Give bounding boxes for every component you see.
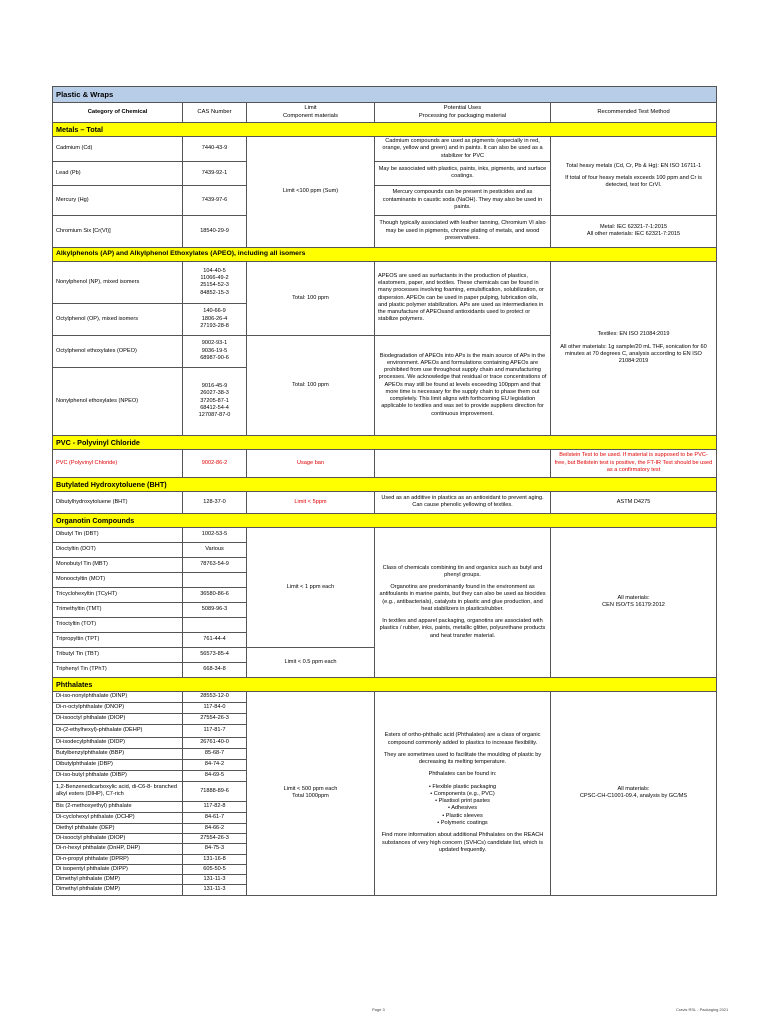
section-bht: Butylated Hydroxytoluene (BHT) [53, 477, 717, 491]
header-limit: Limit Component materials [247, 103, 375, 123]
cas-number: 85-68-7 [183, 748, 247, 759]
chemical-name: Tributyl Tin (TBT) [53, 647, 183, 662]
chemical-name: Di-n-octylphthalate (DNOP) [53, 702, 183, 713]
table-row [53, 449, 717, 477]
cas-number: 84-75-3 [183, 844, 247, 854]
chemical-name: Di-isodecylphthalate (DIDP) [53, 737, 183, 748]
restricted-substances-table [52, 86, 717, 896]
use-cell: Used as an additive in plastics as an antioxidant to prevent aging. Can cause phenolic yellowing of textiles. [375, 491, 551, 513]
use-cell: APEOS are used as surfactants in the production of plastics, elastomers, paper, and textiles. These chemicals can be found in many processes involving foaming, emulsification, solubilization, or dispersion. APEOs can be used in paper pulping, lubrication oils, and plastic polymer stabilization. APs are used as intermediaries in the manufacture of APEOsand antioxidants used to protect or stabilize polymers. [375, 261, 551, 335]
chemical-name: Octylphenol ethoxylates (OPEO) [53, 335, 183, 367]
cas-number: 36580-86-6 [183, 587, 247, 602]
chemical-name: Monooctyltin (MOT) [53, 572, 183, 587]
chemical-name: Butylbenzylphthalate (BBP) [53, 748, 183, 759]
header-test: Recommended Test Method [551, 103, 717, 123]
test-cell: Textiles: EN ISO 21084:2019 All other materials: 1g sample/20 mL THF, sonication for 60 minutes at 70 degrees C, analysis according to EN ISO 21084:2019 [551, 261, 717, 435]
header-uses: Potential Uses Processing for packaging material [375, 103, 551, 123]
table-row [53, 691, 717, 702]
cas-number: 7439-97-6 [183, 185, 247, 215]
table-title: Plastic & Wraps [53, 87, 717, 103]
cas-number: 117-84-0 [183, 702, 247, 713]
cas-number: 71888-89-6 [183, 781, 247, 801]
chemical-name: Nonylphenol ethoxylates (NPEO) [53, 367, 183, 435]
chemical-name: Chromium Six [Cr(VI)] [53, 215, 183, 247]
table-row [53, 215, 717, 247]
cas-number: 140-66-9 1806-26-4 27193-28-8 [183, 303, 247, 335]
cas-number: 668-34-8 [183, 662, 247, 677]
header-row [53, 103, 717, 123]
page-number: Page 3 [372, 1007, 385, 1012]
chemical-name: Trimethyltin (TMT) [53, 602, 183, 617]
table-row [53, 261, 717, 303]
cas-number: 104-40-5 11066-49-2 25154-52-3 84852-15-3 [183, 261, 247, 303]
cas-number: 78763-54-9 [183, 557, 247, 572]
limit-cell: Usage ban [247, 449, 375, 477]
cas-number: 117-82-8 [183, 801, 247, 812]
chemical-name: Di-cyclohexyl phthalate (DCHP) [53, 812, 183, 823]
cas-number: 128-37-0 [183, 491, 247, 513]
chemical-name: PVC (Polyvinyl Chloride) [53, 449, 183, 477]
chemical-name: Lead (Pb) [53, 161, 183, 185]
table-row [53, 137, 717, 162]
cas-number: 27554-26-3 [183, 713, 247, 724]
chemical-name: Dibutyl Tin (DBT) [53, 527, 183, 542]
chemical-name: Di-isooctyl phthalate (DIOP) [53, 834, 183, 844]
cas-number: 117-81-7 [183, 724, 247, 737]
chemical-name: Octylphenol (OP), mixed isomers [53, 303, 183, 335]
limit-cell: Limit < 500 ppm each Total 1000ppm [247, 691, 375, 895]
chemical-name: Triphenyl Tin (TPhT) [53, 662, 183, 677]
section-phthalates: Phthalates [53, 677, 717, 691]
cas-number: 9016-45-9 26027-38-3 37205-87-1 68412-54-4 127087-87-0 [183, 367, 247, 435]
cas-number: 1002-53-5 [183, 527, 247, 542]
chemical-name: Di-iso-butyl phthalate (DIBP) [53, 770, 183, 781]
chemical-name: Di-n-hexyl phthalate (DnHP, DHP) [53, 844, 183, 854]
cas-number: 84-74-2 [183, 759, 247, 770]
limit-cell: Total: 100 ppm [247, 261, 375, 335]
use-cell: Biodegradation of APEOs into APs is the main source of APs in the environment. APEOs and formulations containing APEOs are prohibited from use throughout supply chain and manufacturing processes. We acknowledge that residual or trace concentrations of APEOs may still be found at levels exceeding 100ppm and that more time is necessary for the supply chain to phase them out completely. This limit aligns with forthcoming EU legislation applicable to textiles and was set to provide suppliers direction for continuous improvement. [375, 335, 551, 435]
table-row [53, 527, 717, 542]
use-cell: Mercury compounds can be present in pesticides and as contaminants in caustic soda (NaOH). They may also be used in paints. [375, 185, 551, 215]
limit-cell: Limit < 5ppm [247, 491, 375, 513]
use-cell: Esters of ortho-phthalic acid (Phthalates) are a class of organic compound commonly added to plastics to increase flexibility. They are sometimes used to facilitate the moulding of plastic by decreasing its melting temperature. Phthalates can be found in: • Flexible plastic packaging • Components (e.g., PVC) • Plastisol print pastes • Adhesives • Plastic sleeves • Polymeric coatings Find more information about additional Phthalates on the REACH substances of very high concern (SVHCs) candidate list, which is updated frequently. [375, 691, 551, 895]
cas-number: 761-44-4 [183, 632, 247, 647]
document-name: Cravis RSL - Packaging 2021 [676, 1007, 729, 1012]
cas-number: 84-69-5 [183, 770, 247, 781]
cas-number: 84-61-7 [183, 812, 247, 823]
limit-cell: Total: 100 ppm [247, 335, 375, 435]
header-category: Category of Chemical [53, 103, 183, 123]
table-row [53, 491, 717, 513]
chemical-name: Monobutyl Tin (MBT) [53, 557, 183, 572]
test-cell: All materials: CPSC-CH-C1001-09.4, analysis by GC/MS [551, 691, 717, 895]
chemical-name: Tricyclohexyltin (TCyHT) [53, 587, 183, 602]
use-cell: May be associated with plastics, paints, inks, pigments, and surface coatings. [375, 161, 551, 185]
chemical-name: Dimethyl phthalate (DMP) [53, 885, 183, 895]
use-cell: Class of chemicals combining tin and organics such as butyl and phenyl groups. Organotins are predominantly found in the environment as antifoulants in marine paints, but they can also be used as biocides (e.g., antibacterials), catalysts in plastic and glue production, and heat stabilizers in plastics/rubber. In textiles and apparel packaging, organotins are associated with plastics / rubber, inks, paints, metallic glitter, polyurethane products and heat transfer material. [375, 527, 551, 677]
chemical-name: Dimethyl phthalate (DMP) [53, 875, 183, 885]
cas-number: 131-11-3 [183, 875, 247, 885]
cas-number: 84-66-2 [183, 823, 247, 833]
chemical-name: Dioctyltin (DOT) [53, 542, 183, 557]
use-cell: Cadmium compounds are used as pigments (especially in red, orange, yellow and green) and in paints. It can also be used as a stabilizer for PVC [375, 137, 551, 162]
chemical-name: Di isopentyl phthalate (DIPP) [53, 864, 183, 874]
chemical-name: Nonylphenol (NP), mixed isomers [53, 261, 183, 303]
cas-number: 605-50-5 [183, 864, 247, 874]
chemical-name: Mercury (Hg) [53, 185, 183, 215]
cas-number: 9002-93-1 9036-19-5 68987-90-6 [183, 335, 247, 367]
test-cell: Beilstein Test to be used. If material is supposed to be PVC-free, but Beilstein test is positive, the FT-IR Test should be used as a confirmatory test [551, 449, 717, 477]
cas-number: Various [183, 542, 247, 557]
chemical-name: Cadmium (Cd) [53, 137, 183, 162]
chemical-name: Dibutylphthalate (DBP) [53, 759, 183, 770]
use-cell: Though typically associated with leather tanning, Chromium VI also may be used in pigments, chrome plating of metals, and wood preservatives. [375, 215, 551, 247]
section-organotin: Organotin Compounds [53, 513, 717, 527]
cas-number: 7440-43-9 [183, 137, 247, 162]
section-apeo: Alkylphenols (AP) and Alkylphenol Ethoxylates (APEO), including all isomers [53, 247, 717, 261]
cas-number: 5089-96-3 [183, 602, 247, 617]
test-cell: All materials: CEN ISO/TS 16179:2012 [551, 527, 717, 677]
section-metals: Metals – Total [53, 123, 717, 137]
chemical-name: 1,2-Benzenedicarboxylic acid, di-C6-8- branched alkyl esters (DIHP), C7-rich [53, 781, 183, 801]
test-cell: Total heavy metals (Cd, Cr, Pb & Hg): EN ISO 16711-1 If total of four heavy metals exceeds 100 ppm and Cr is detected, test for CrVI. [551, 137, 717, 216]
cas-number: 7439-92-1 [183, 161, 247, 185]
chemical-name: Dibutylhydroxytoluene (BHT) [53, 491, 183, 513]
header-cas: CAS Number [183, 103, 247, 123]
cas-number: 131-11-3 [183, 885, 247, 895]
chemical-name: Diethyl phthalate (DEP) [53, 823, 183, 833]
chemical-name: Tripropyltin (TPT) [53, 632, 183, 647]
cas-number: 9002-86-2 [183, 449, 247, 477]
cas-number: 28553-12-0 [183, 691, 247, 702]
chemical-name: Di-(2-ethylhexyl)-phthalate (DEHP) [53, 724, 183, 737]
chemical-name: Bis (2-methoxyethyl) phthalate [53, 801, 183, 812]
cas-number: 26761-40-0 [183, 737, 247, 748]
cas-number: 56573-85-4 [183, 647, 247, 662]
test-cell: Metal: IEC 62321-7-1:2015 All other materials: IEC 62321-7:2015 [551, 215, 717, 247]
use-cell [375, 449, 551, 477]
test-cell: ASTM D4275 [551, 491, 717, 513]
cas-number: 18540-29-9 [183, 215, 247, 247]
limit-cell: Limit < 0.5 ppm each [247, 647, 375, 677]
chemical-name: Di-n-propyl phthalate (DPRP) [53, 854, 183, 864]
cas-number: 27554-26-3 [183, 834, 247, 844]
chemical-name: Di-isooctyl phthalate (DIOP) [53, 713, 183, 724]
limit-cell: Limit < 1 ppm each [247, 527, 375, 647]
cas-number [183, 617, 247, 632]
cas-number: 131-16-8 [183, 854, 247, 864]
section-pvc: PVC - Polyvinyl Chloride [53, 435, 717, 449]
chemical-name: Di-iso-nonylphthalate (DINP) [53, 691, 183, 702]
limit-cell: Limit <100 ppm (Sum) [247, 137, 375, 248]
chemical-name: Trioctyltin (TOT) [53, 617, 183, 632]
cas-number [183, 572, 247, 587]
